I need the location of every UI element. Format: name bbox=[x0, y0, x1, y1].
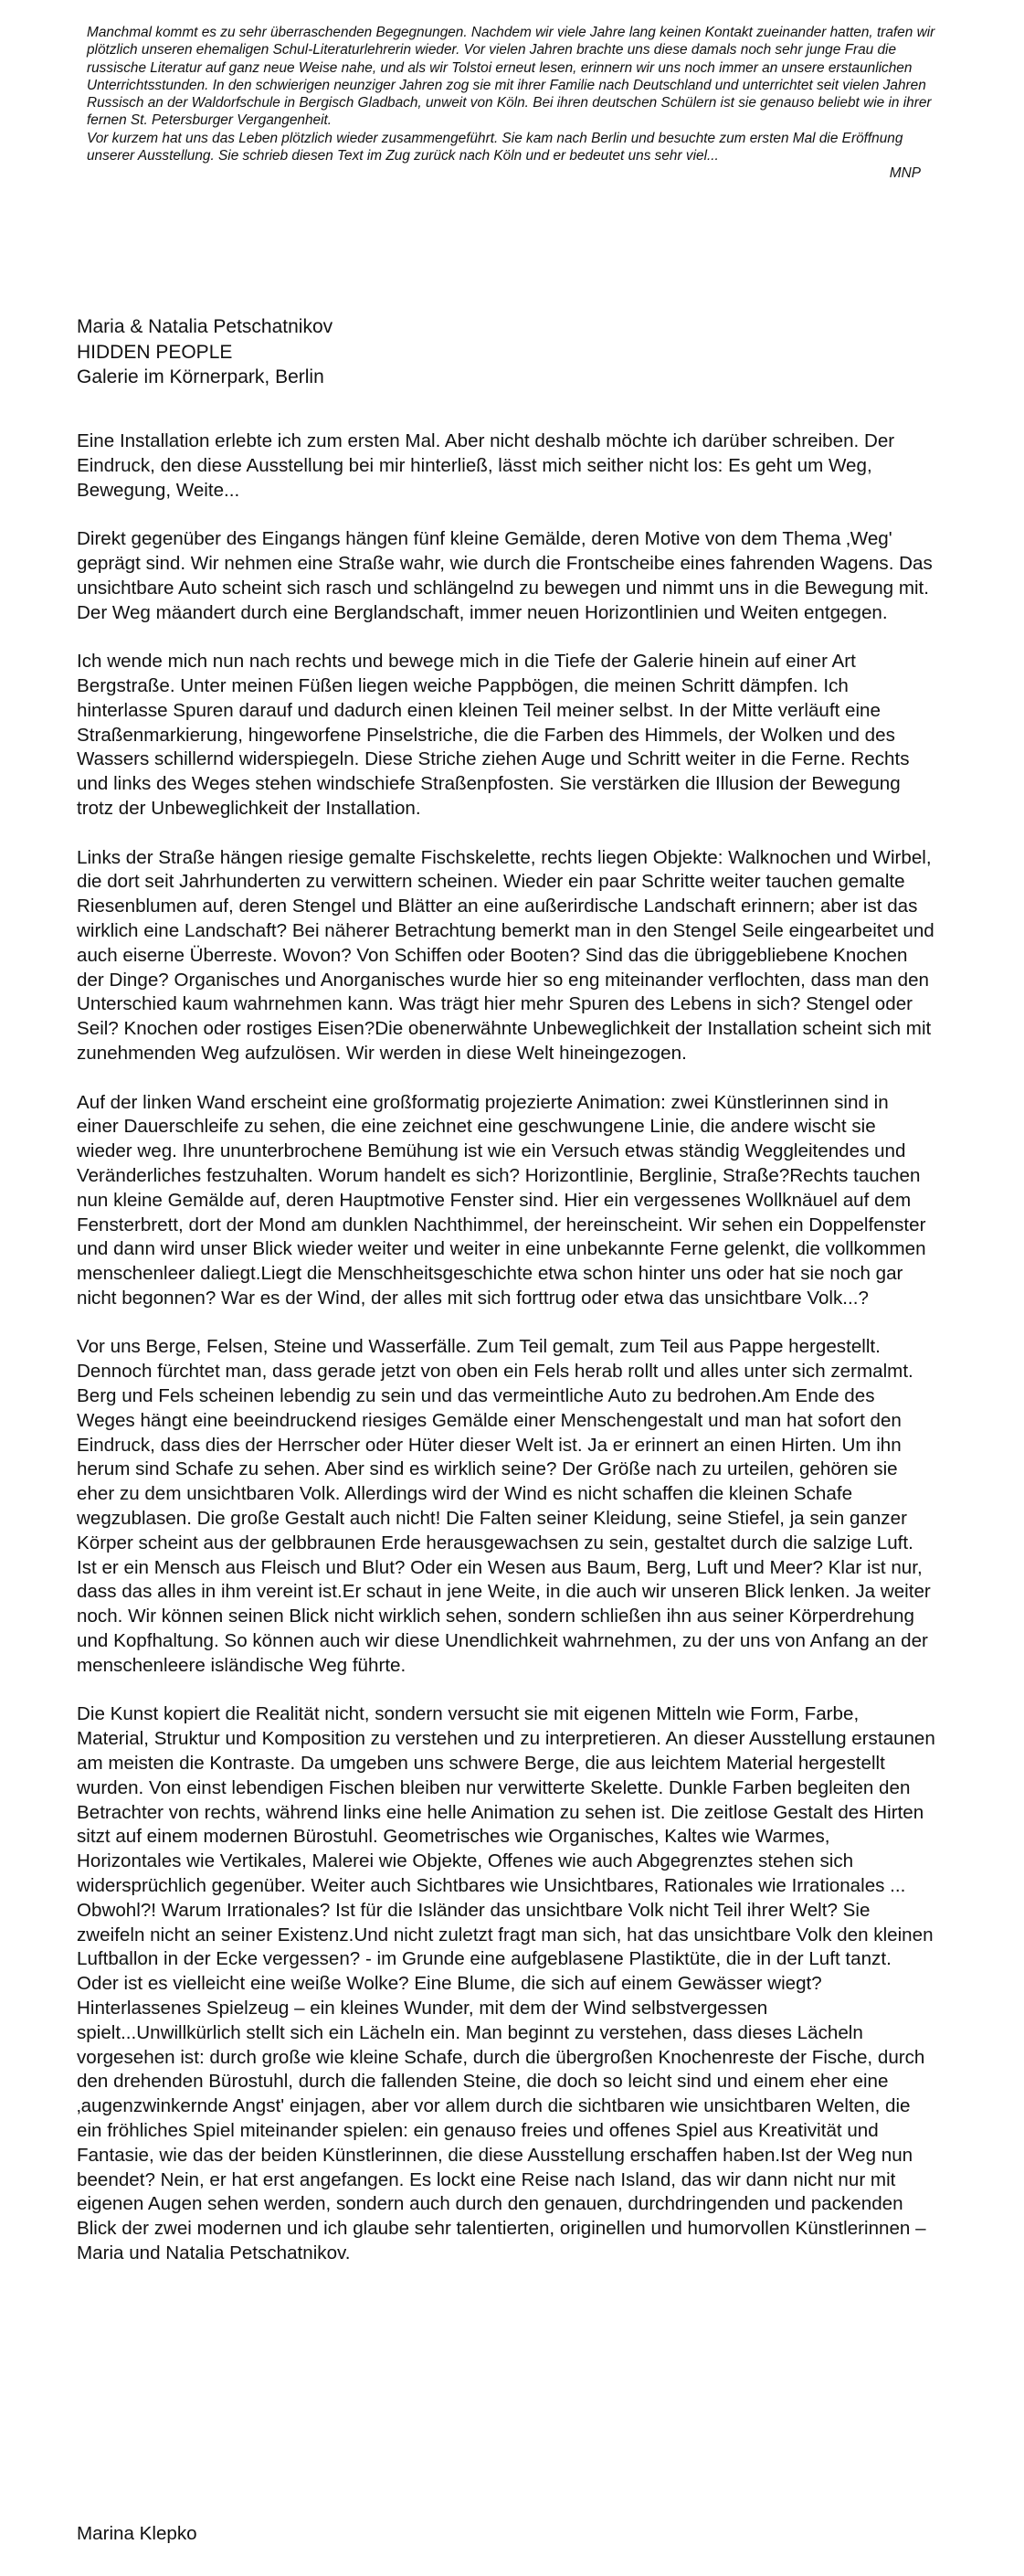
body-paragraph-6: Vor uns Berge, Felsen, Steine und Wasserfälle. Zum Teil gemalt, zum Teil aus Pappe hergestellt. Dennoch fürchtet man, dass gerade jetzt von oben ein Fels herab rollt und alles unter sich zermalmt. Berg und Fels scheinen lebendig zu sein und das vermeintliche Auto zu bedrohen.Am Ende des Weges hängt eine beeindruckend riesiges Gemälde einer Menschengestalt und man hat sofort den Eindruck, dass dies der Herrscher oder Hüter dieser Welt ist. Ja er erinnert an einen Hirten. Um ihn herum sind Schafe zu sehen. Aber sind es wirklich seine? Der Größe nach zu urteilen, gehören sie eher zu dem unsichtbaren Volk. Allerdings wird der Wind es nicht schaffen die kleinen Schafe wegzublasen. Die große Gestalt auch nicht! Die Falten seiner Kleidung, seine Stiefel, ja sein ganzer Körper scheint aus der gelbbraunen Erde herausgewachsen zu sein, gestaltet durch die salzige Luft. Ist er ein Mensch aus Fleisch und Blut? Oder ein Wesen aus Baum, Berg, Luft und Meer? Klar ist nur, dass das alles in ihm vereint ist.Er schaut in jene Weite, in die auch wir unseren Blick lenken. Ja weiter noch. Wir können seinen Blick nicht wirklich sehen, sondern schließen ihn aus seiner Körperdrehung und Kopfhaltung. So können auch wir diese Unendlichkeit wahrnehmen, zu der uns von Anfang an der menschenleere isländische Weg führte. bbox=[77, 1336, 931, 1676]
body-paragraph-4: Links der Straße hängen riesige gemalte Fischskelette, rechts liegen Objekte: Walknochen und Wirbel, die dort seit Jahrhunderten zu verwittern scheinen. Wieder ein paar Schritte weiter tauchen gemalte Riesenblumen auf, deren Stengel und Blätter an eine außerirdische Landschaft erinnern; aber ist das wirklich eine Landschaft? Bei näherer Betrachtung bemerkt man in den Stengel Seile eingearbeitet und auch eiserne Überreste. Wovon? Von Schiffen oder Booten? Sind das die übriggebliebene Knochen der Dinge? Organisches und Anorganisches wurde hier so eng miteinander verflochten, dass man den Unterschied kaum wahrnehmen kann. Was trägt hier mehr Spuren des Lebens in sich? Stengel oder Seil? Knochen oder rostiges Eisen?Die obenerwähnte Unbeweglichkeit der Installation scheint sich mit zunehmenden Weg aufzulösen. Wir werden in diese Welt hineingezogen. bbox=[77, 846, 934, 1064]
body-paragraph-2: Direkt gegenüber des Eingangs hängen fünf kleine Gemälde, deren Motive von dem Thema ‚Weg' geprägt sind. Wir nehmen eine Straße wahr, wie durch die Frontscheibe eines fahrenden Wagens. Das unsichtbare Auto scheint sich rasch und schlängelnd zu bewegen und nimmt uns in die Bewegung mit. Der Weg mäandert durch eine Berglandschaft, immer neuen Horizontlinien und Weiten entgegen. bbox=[77, 528, 933, 623]
intro-paragraph-2: Vor kurzem hat uns das Leben plötzlich wieder zusammengeführt. Sie kam nach Berlin und besuchte zum ersten Mal die Eröffnung unserer Ausstellung. Sie schrieb diesen Text im Zug zurück nach Köln und er bedeutet uns sehr viel... bbox=[87, 130, 903, 164]
article-body bbox=[77, 429, 935, 2291]
intro-paragraph-1: Manchmal kommt es zu sehr überraschenden Begegnungen. Nachdem wir viele Jahre lang keinen Kontakt zueinander hatten, trafen wir plötzlich unseren ehemaligen Schul-Literaturlehrerin wieder. Vor vielen Jahren brachte uns diese damals noch sehr junge Frau die russische Literatur auf ganz neue Weise nahe, und als wir Tolstoi erneut lesen, erinnern wir uns noch immer an unsere erstaunlichen Unterrichtsstunden. In den schwierigen neunziger Jahren zog sie mit ihrer Familie nach Deutschland und unterrichtet seit vielen Jahren Russisch an der Waldorfschule in Bergisch Gladbach, unweit von Köln. Bei ihren deutschen Schülern ist sie genauso beliebt wie in ihrer fernen St. Petersburger Vergangenheit. bbox=[87, 25, 935, 129]
article-header bbox=[77, 314, 333, 390]
body-paragraph-3: Ich wende mich nun nach rechts und bewege mich in die Tiefe der Galerie hinein auf einer Art Bergstraße. Unter meinen Füßen liegen weiche Pappbögen, die meinen Schritt dämpfen. Ich hinterlasse Spuren darauf und dadurch einen kleinen Teil meiner selbst. In der Mitte verläuft eine Straßenmarkierung, hingeworfene Pinselstriche, die die Farben des Himmels, der Wolken und des Wassers schillernd widerspiegeln. Diese Striche ziehen Auge und Schritt weiter in die Ferne. Rechts und links des Weges stehen windschiefe Straßenpfosten. Sie verstärken die Illusion der Bewegung trotz der Unbeweglichkeit der Installation. bbox=[77, 651, 910, 819]
body-paragraph-5: Auf der linken Wand erscheint eine großformatig projezierte Animation: zwei Künstlerinnen sind in einer Dauerschleife zu sehen, die eine zeichnet eine geschwungene Linie, die andere wischt sie wieder weg. Ihre ununterbrochene Bemühung ist wie ein Versuch etwas ständig Weggleitendes und Veränderliches festzuhalten. Worum handelt es sich? Horizontlinie, Berglinie, Straße?Rechts tauchen nun kleine Gemälde auf, deren Hauptmotive Fenster sind. Hier ein vergessenes Wollknäuel auf dem Fensterbrett, dort der Mond am dunklen Nachthimmel, der hereinscheint. Wir sehen ein Doppelfenster und dann wird unser Blick wieder weiter und weiter in eine unbekannte Ferne gelenkt, die vollkommen menschenleer daliegt.Liegt die Menschheitsgeschichte etwa schon hinter uns oder hat sie noch gar nicht begonnen? War es der Wind, der alles mit sich forttrug oder etwa das unsichtbare Volk...? bbox=[77, 1091, 926, 1309]
body-paragraph-1: Eine Installation erlebte ich zum ersten Mal. Aber nicht deshalb möchte ich darüber schreiben. Der Eindruck, den diese Ausstellung bei mir hinterließ, lässt mich seither nicht los: Es geht um Weg, Bewegung, Weite... bbox=[77, 430, 895, 501]
artists-name: Maria & Natalia Petschatnikov bbox=[77, 316, 333, 337]
exhibition-venue: Galerie im Körnerpark, Berlin bbox=[77, 366, 324, 387]
intro-note bbox=[87, 24, 941, 183]
intro-signature: MNP bbox=[889, 165, 921, 182]
exhibition-title: HIDDEN PEOPLE bbox=[77, 341, 233, 363]
author-name: Marina Klepko bbox=[77, 2523, 197, 2544]
body-paragraph-7: Die Kunst kopiert die Realität nicht, sondern versucht sie mit eigenen Mitteln wie Form, Farbe, Material, Struktur und Komposition zu verstehen und zu interpretieren. An dieser Ausstellung erstaunen am meisten die Kontraste. Da umgeben uns schwere Berge, die aus leichtem Material hergestellt wurden. Von einst lebendigen Fischen bleiben nur verwitterte Skelette. Dunkle Farben begleiten den Betrachter von rechts, während links eine helle Animation zu sehen ist. Die zeitlose Gestalt des Hirten sitzt auf einem modernen Bürostuhl. Geometrisches wie Organisches, Kaltes wie Warmes, Horizontales wie Vertikales, Malerei wie Objekte, Offenes wie auch Abgegrenztes stehen sich widersprüchlich gegenüber. Weiter auch Sichtbares wie Unsichtbares, Rationales wie Irrationales ... Obwohl?! Warum Irrationales? Ist für die Isländer das unsichtbare Volk nicht Teil ihrer Welt? Sie zweifeln nicht an seiner Existenz.Und nicht zuletzt fragt man sich, hat das unsichtbare Volk den kleinen Luftballon in der Ecke vergessen? - im Grunde eine aufgeblasene Plastiktüte, die in der Luft tanzt. Oder ist es vielleicht eine weiße Wolke? Eine Blume, die sich auf einem Gewässer wiegt? Hinterlassenes Spielzeug – ein kleines Wunder, mit dem der Wind selbstvergessen spielt...Unwillkürlich stellt sich ein Lächeln ein. Man beginnt zu verstehen, dass dieses Lächeln vorgesehen ist: durch große wie kleine Schafe, durch die übergroßen Knochenreste der Fische, durch den drehenden Bürostuhl, durch die fallenden Steine, die doch so leicht sind und einem eher eine ‚augenzwinkernde Angst' einjagen, aber vor allem durch die sichtbaren wie unsichtbaren Welten, die ein fröhliches Spiel miteinander spielen: ein genauso freies und offenes Spiel aus Kreativität und Fantasie, wie das der beiden Künstlerinnen, die diese Ausstellung erschaffen haben.Ist der Weg nun beendet? Nein, er hat erst angefangen. Es lockt eine Reise nach Island, das wir dann nicht nur mit eigenen Augen sehen werden, sondern auch durch den genauen, durchdringenden und packenden Blick der zwei modernen und ich glaube sehr talentierten, originellen und humorvollen Künstlerinnen – Maria und Natalia Petschatnikov. bbox=[77, 1703, 935, 2263]
